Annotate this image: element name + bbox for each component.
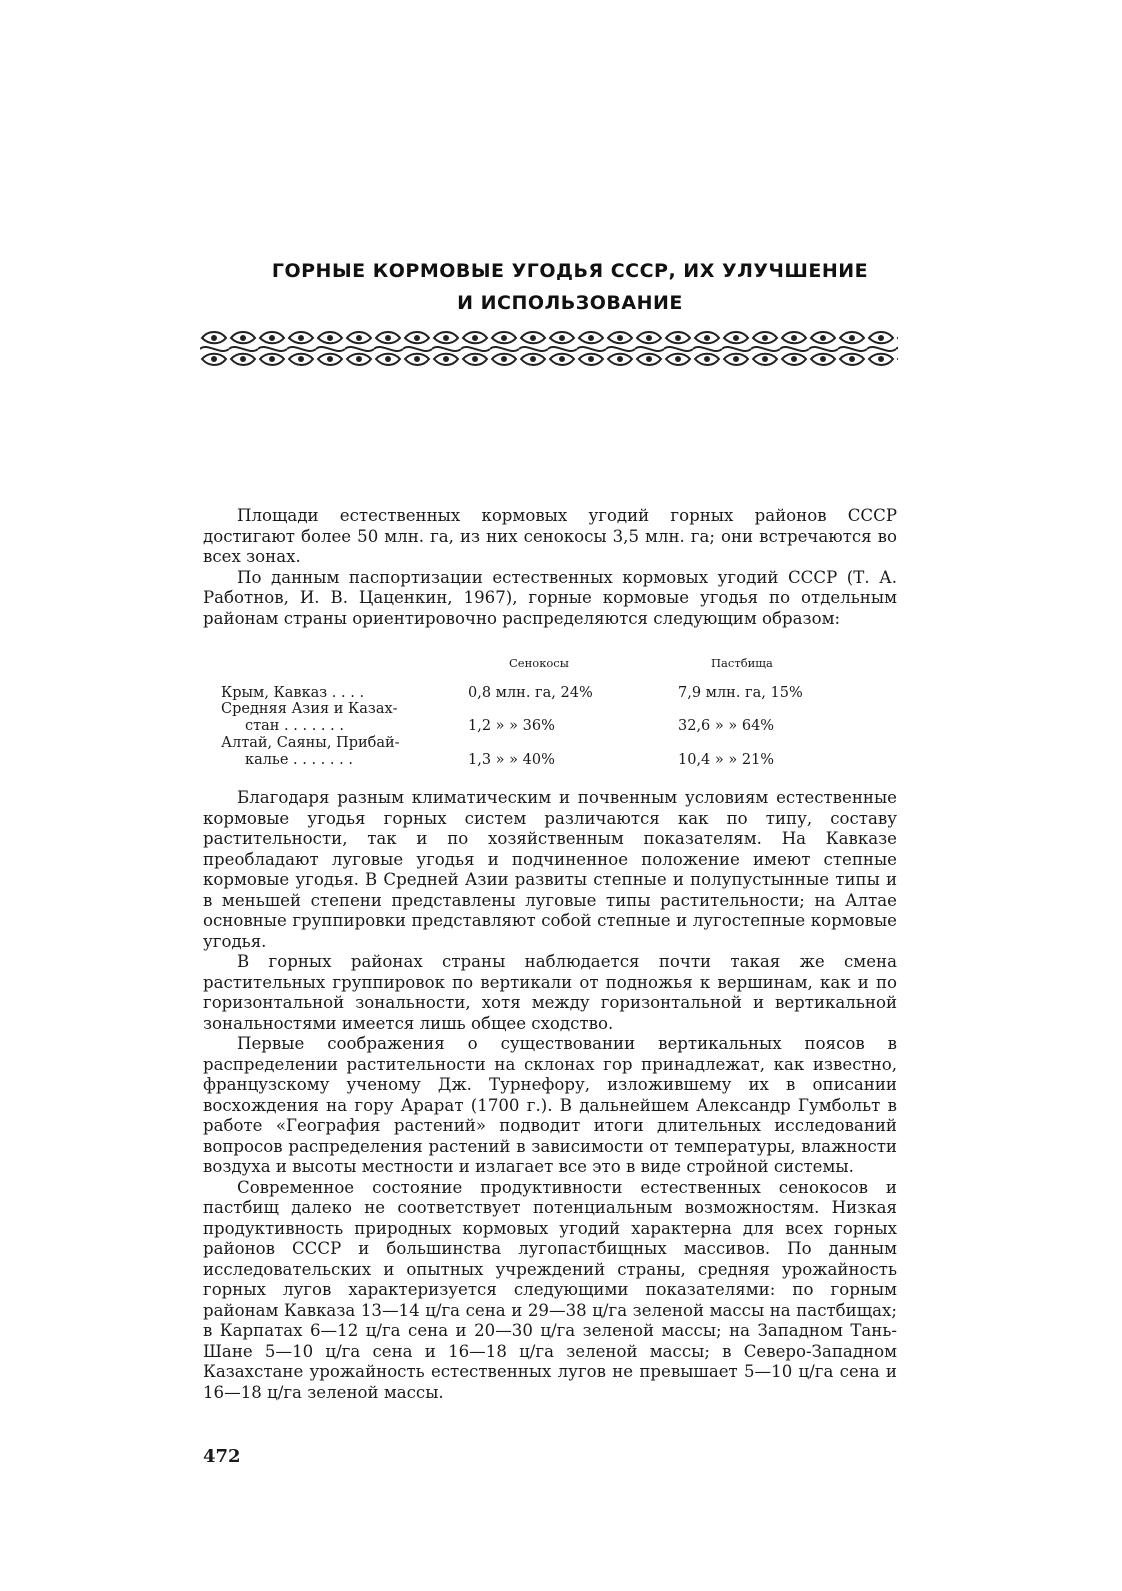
chapter-title-line-1: ГОРНЫЕ КОРМОВЫЕ УГОДЬЯ СССР, ИХ УЛУЧШЕНИЕ [271,260,869,282]
hay-value: 1,3 » » 40% [468,752,555,768]
pasture-value: 10,4 » » 21% [678,752,775,768]
region-name: Крым, Кавказ . . . . [221,685,365,701]
paragraph: Площади естественных кормовых угодий горных районов СССР достигают более 50 млн. га, из них сенокосы 3,5 млн. га; они встречаются во всех зонах. [203,506,897,566]
region-name: Средняя Азия и Казах- [221,701,398,717]
region-cell [221,735,431,769]
main-text [203,788,897,1403]
chapter-title [200,255,940,319]
column-header-pasture: Пастбища [711,656,773,670]
column-header-hay: Сенокосы [509,656,569,670]
hay-value: 1,2 » » 36% [468,718,555,734]
pasture-value: 32,6 » » 64% [678,718,775,734]
page-number: 472 [203,1446,241,1467]
pasture-value: 7,9 млн. га, 15% [678,685,803,701]
hay-value: 0,8 млн. га, 24% [468,685,593,701]
decorative-ornament-band [200,328,898,370]
paragraph: По данным паспортизации естественных кормовых угодий СССР (Т. А. Работнов, И. В. Цаценкин, 1967), горные кормовые угодья по отдельным районам страны ориентировочно распределяются следующим образом: [203,567,897,628]
paragraph: Первые соображения о существовании вертикальных поясов в распределении растительности на склонах гор принадлежат, как известно, французскому ученому Дж. Турнефору, изложившему их в описании восхождения на гору Арарат (1700 г.). В дальнейшем Александр Гумбольт в работе «География растений» подводит итоги длительных исследований вопросов распределения растений в зависимости от температуры, влажности воздуха и высоты местности и излагает все это в виде стройной системы. [203,1034,897,1176]
region-name-continued: стан . . . . . . . [245,718,344,734]
paragraph: В горных районах страны наблюдается почти такая же смена растительных группировок по вертикали от подножья к вершинам, как и по горизонтальной зональности, хотя между горизонтальной и вертикальной зональностями имеется лишь общее сходство. [203,952,897,1033]
region-name-continued: калье . . . . . . . [245,752,353,768]
region-cell [221,701,431,735]
region-name: Алтай, Саяны, Прибай- [221,735,400,751]
intro-text [203,506,897,629]
chapter-title-line-2: И ИСПОЛЬЗОВАНИЕ [457,292,683,314]
paragraph: Благодаря разным климатическим и почвенным условиям естественные кормовые угодья горных систем различаются как по типу, составу растительности, так и по хозяйственным показателям. На Кавказе преобладают луговые угодья и подчиненное положение имеют степные кормовые угодья. В Средней Азии развиты степные и полупустынные типы и в меньшей степени представлены луговые типы растительности; на Алтае основные группировки представляют собой степные и лугостепные кормовые угодья. [203,788,897,951]
paragraph: Современное состояние продуктивности естественных сенокосов и пастбищ далеко не соответствует потенциальным возможностям. Низкая продуктивность природных кормовых угодий характерна для всех горных районов СССР и большинства лугопастбищных массивов. По данным исследовательских и опытных учреждений страны, средняя урожайность горных лугов характеризуется следующими показателями: по горным районам Кавказа 13—14 ц/га сена и 29—38 ц/га зеленой массы на пастбищах; в Карпатах 6—12 ц/га сена и 20—30 ц/га зеленой массы; на Западном Тань-Шане 5—10 ц/га сена и 16—18 ц/га зеленой массы; в Северо-Западном Казахстане урожайность естественных лугов не превышает 5—10 ц/га сена и 16—18 ц/га зеленой массы. [203,1177,897,1402]
region-cell [221,685,431,702]
